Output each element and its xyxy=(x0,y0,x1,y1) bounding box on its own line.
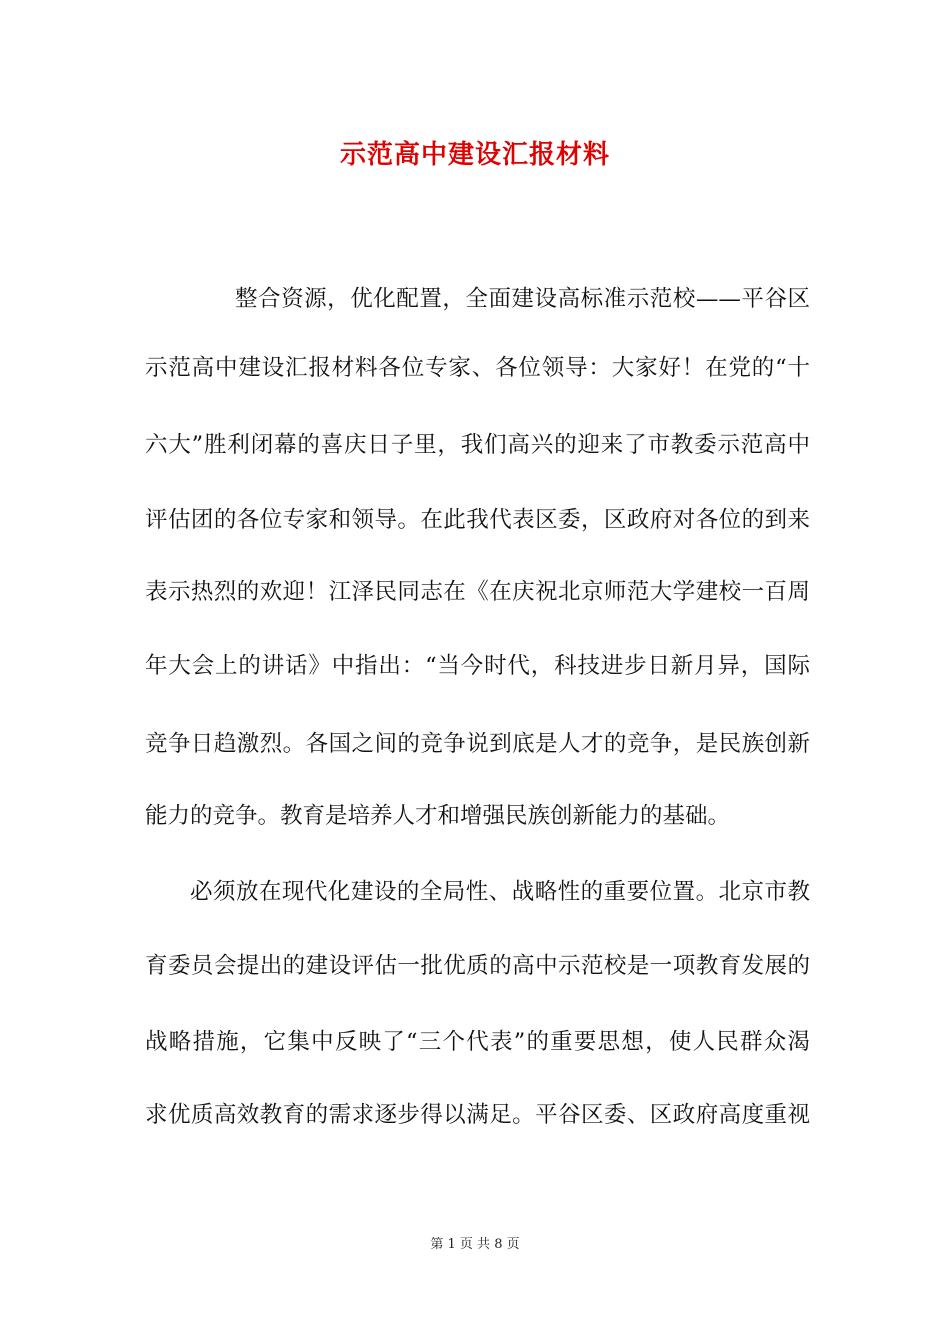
body-line: 表示热烈的欢迎！江泽民同志在《在庆祝北京师范大学建校一百周 xyxy=(145,579,810,605)
body-line: 求优质高效教育的需求逐步得以满足。平谷区委、区政府高度重视 xyxy=(145,1102,810,1128)
body-line: 育委员会提出的建设评估一批优质的高中示范校是一项教育发展的 xyxy=(145,953,810,979)
body-line: 竞争日趋激烈。各国之间的竞争说到底是人才的竞争，是民族创新 xyxy=(145,731,810,757)
body-line: 示范高中建设汇报材料各位专家、各位领导：大家好！在党的“十 xyxy=(145,355,810,381)
body-line: 必须放在现代化建设的全局性、战略性的重要位置。北京市教 xyxy=(190,879,810,905)
body-line: 评估团的各位专家和领导。在此我代表区委，区政府对各位的到来 xyxy=(145,507,810,533)
body-line: 年大会上的讲话》中指出：“当今时代，科技进步日新月异，国际 xyxy=(145,653,810,679)
body-line: 战略措施，它集中反映了“三个代表”的重要思想，使人民群众渴 xyxy=(145,1029,810,1055)
body-line: 六大”胜利闭幕的喜庆日子里，我们高兴的迎来了市教委示范高中 xyxy=(145,432,810,458)
page-number: 第 1 页 共 8 页 xyxy=(430,1237,520,1252)
body-line: 能力的竞争。教育是培养人才和增强民族创新能力的基础。 xyxy=(145,803,731,829)
body-line: 整合资源，优化配置，全面建设高标准示范校——平谷区 xyxy=(235,286,810,312)
document-title: 示范高中建设汇报材料 xyxy=(339,140,610,170)
